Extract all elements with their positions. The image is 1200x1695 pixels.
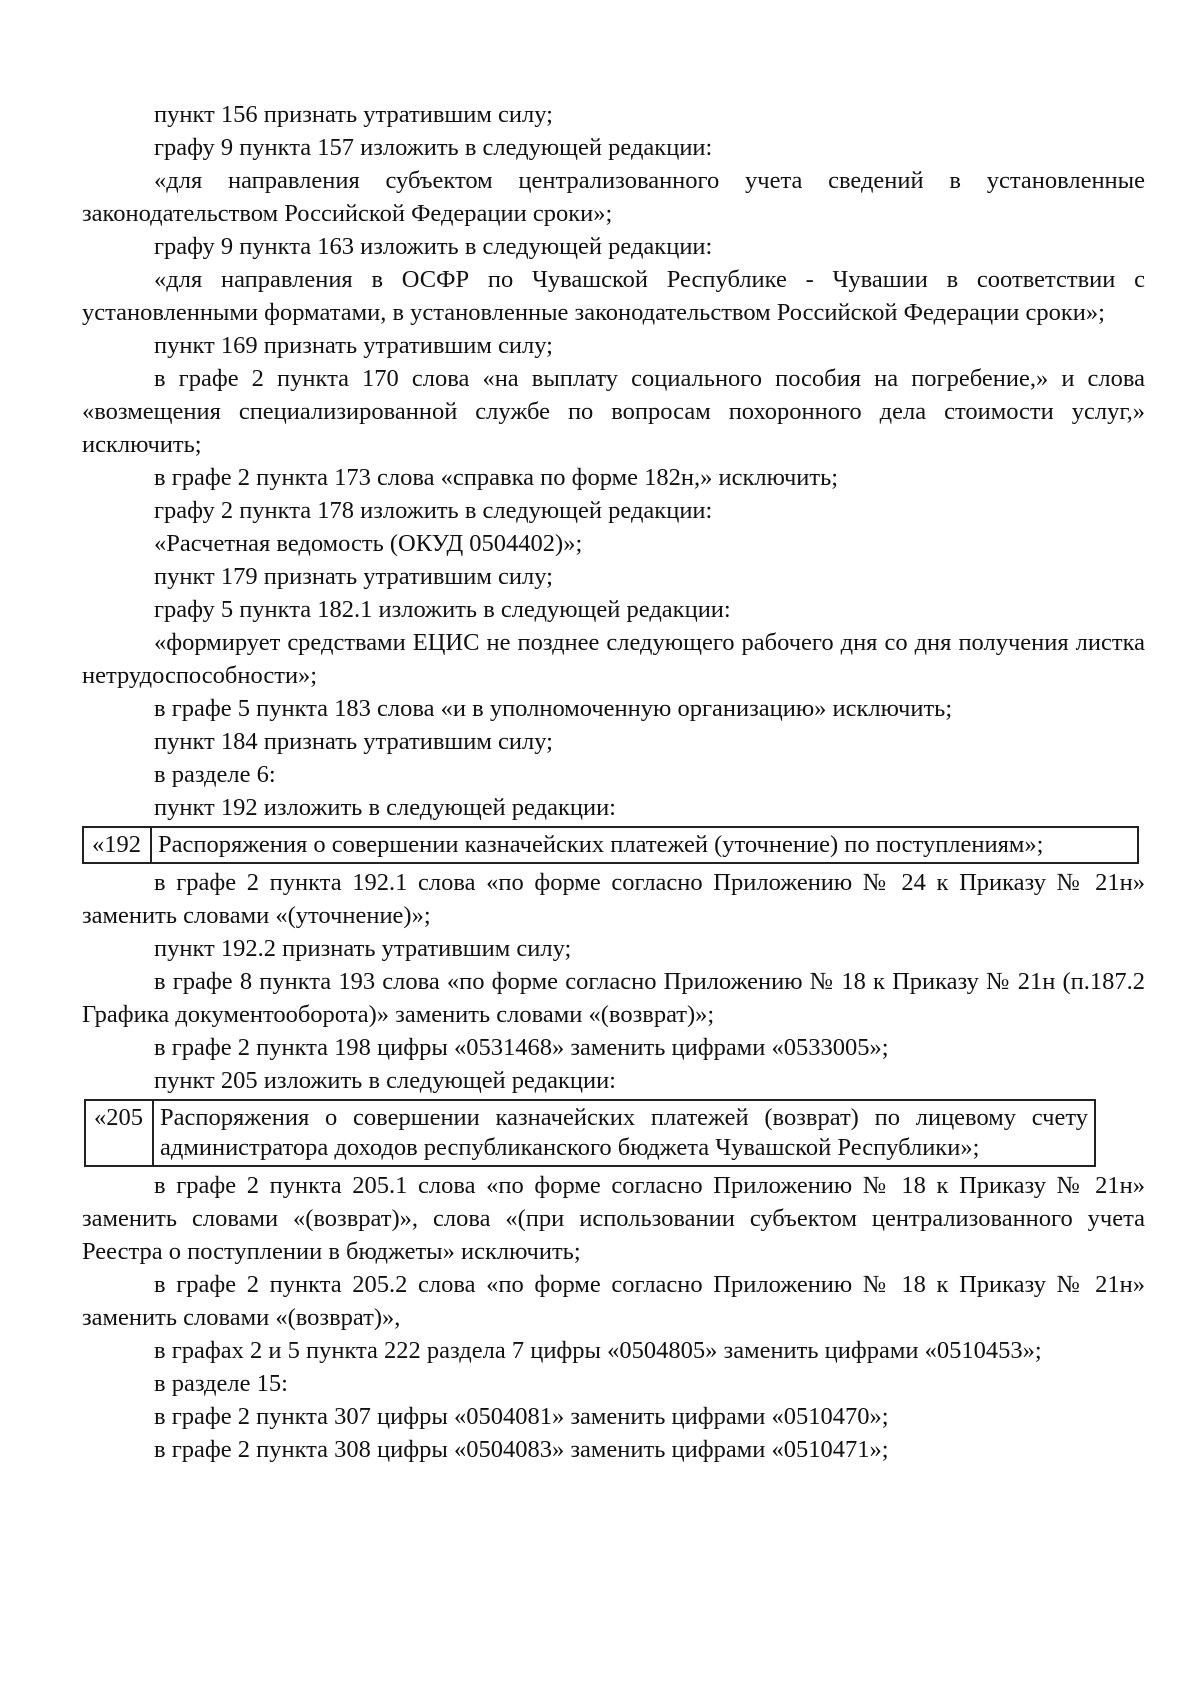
- paragraph: в графе 5 пункта 183 слова «и в уполномоченную организацию» исключить;: [154, 695, 953, 722]
- paragraph: графу 9 пункта 157 изложить в следующей редакции:: [154, 134, 713, 161]
- paragraph: пункт 169 признать утратившим силу;: [154, 332, 553, 359]
- item-number: «192: [83, 827, 151, 863]
- paragraph: пункт 179 признать утратившим силу;: [154, 563, 553, 590]
- paragraph: в графе 2 пункта 192.1 слова «по форме согласно Приложению № 24 к Приказу № 21н» заменить словами «(уточнение)»;: [82, 869, 1145, 929]
- paragraph: пункт 184 признать утратившим силу;: [154, 728, 553, 755]
- paragraph: в графе 8 пункта 193 слова «по форме согласно Приложению № 18 к Приказу № 21н (п.187.2 Графика документооборота)» заменить словами «(возврат)»;: [82, 968, 1145, 1028]
- paragraph: «для направления в ОСФР по Чувашской Республике - Чувашии в соответствии с установленными форматами, в установленные законодательством Российской Федерации сроки»;: [82, 266, 1145, 326]
- paragraph: графу 5 пункта 182.1 изложить в следующей редакции:: [154, 596, 731, 623]
- paragraphs-top: [82, 98, 1145, 824]
- table-item-205: [84, 1099, 1096, 1167]
- paragraph: графу 2 пункта 178 изложить в следующей редакции:: [154, 497, 713, 524]
- paragraph: в графе 2 пункта 170 слова «на выплату социального пособия на погребение,» и слова «возмещения специализированной службе по вопросам похоронного дела стоимости услуг,» исключить;: [82, 365, 1145, 458]
- paragraph: в графе 2 пункта 198 цифры «0531468» заменить цифрами «0533005»;: [154, 1034, 889, 1061]
- paragraph: пункт 192 изложить в следующей редакции:: [154, 794, 616, 821]
- item-number: «205: [85, 1100, 153, 1166]
- paragraph: «Расчетная ведомость (ОКУД 0504402)»;: [154, 530, 583, 557]
- paragraph: «для направления субъектом централизованного учета сведений в установленные законодательством Российской Федерации сроки»;: [82, 167, 1145, 227]
- paragraph: в графе 2 пункта 205.1 слова «по форме согласно Приложению № 18 к Приказу № 21н» заменить словами «(возврат)», слова «(при использовании субъектом централизованного учета Реестра о поступлении в бюджеты» исключить;: [82, 1172, 1145, 1265]
- item-text: Распоряжения о совершении казначейских платежей (уточнение) по поступлениям»;: [151, 827, 1138, 863]
- paragraph: пункт 205 изложить в следующей редакции:: [154, 1067, 616, 1094]
- paragraph: в разделе 6:: [154, 761, 276, 788]
- paragraph: в разделе 15:: [154, 1370, 288, 1397]
- paragraphs-bottom: [82, 1169, 1145, 1466]
- paragraph: графу 9 пункта 163 изложить в следующей редакции:: [154, 233, 713, 260]
- paragraph: «формирует средствами ЕЦИС не позднее следующего рабочего дня со дня получения листка нетрудоспособности»;: [82, 629, 1145, 689]
- paragraph: в графах 2 и 5 пункта 222 раздела 7 цифры «0504805» заменить цифрами «0510453»;: [154, 1337, 1042, 1364]
- paragraph: в графе 2 пункта 307 цифры «0504081» заменить цифрами «0510470»;: [154, 1403, 889, 1430]
- table-row: [83, 827, 1138, 863]
- item-text: Распоряжения о совершении казначейских платежей (возврат) по лицевому счету администратора доходов республиканского бюджета Чувашской Республики»;: [153, 1100, 1095, 1166]
- paragraph: в графе 2 пункта 173 слова «справка по форме 182н,» исключить;: [154, 464, 839, 491]
- paragraph: в графе 2 пункта 308 цифры «0504083» заменить цифрами «0510471»;: [154, 1436, 889, 1463]
- table-item-192: [82, 826, 1139, 864]
- table-row: [85, 1100, 1095, 1166]
- paragraphs-mid: [82, 866, 1145, 1097]
- paragraph: пункт 156 признать утратившим силу;: [154, 101, 553, 128]
- paragraph: пункт 192.2 признать утратившим силу;: [154, 935, 572, 962]
- paragraph: в графе 2 пункта 205.2 слова «по форме согласно Приложению № 18 к Приказу № 21н» заменить словами «(возврат)»,: [82, 1271, 1145, 1331]
